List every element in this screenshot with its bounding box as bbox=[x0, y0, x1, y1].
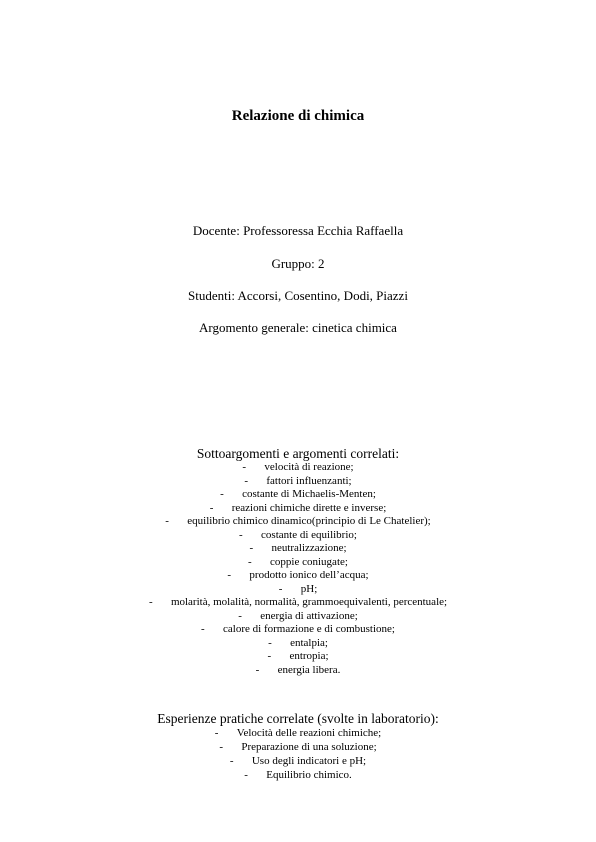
list-item bbox=[0, 623, 596, 637]
list-item-text: coppie coniugate; bbox=[270, 555, 348, 568]
list-item-text: energia di attivazione; bbox=[260, 609, 358, 622]
list-item bbox=[0, 637, 596, 651]
list-item bbox=[0, 556, 596, 570]
list-item-text: Preparazione di una soluzione; bbox=[241, 741, 377, 753]
list-item bbox=[0, 515, 596, 529]
group-line: Gruppo: 2 bbox=[271, 256, 325, 271]
list-item-text: velocità di reazione; bbox=[264, 461, 354, 473]
list-item bbox=[0, 650, 596, 664]
list-item bbox=[0, 596, 596, 610]
list-item bbox=[0, 610, 596, 624]
list-item-text: molarità, molalità, normalità, grammoequivalenti, percentuale; bbox=[170, 596, 448, 608]
subtopics-heading: Sottoargomenti e argomenti correlati: bbox=[196, 446, 400, 461]
list-item bbox=[0, 583, 596, 597]
list-item-text: entropia; bbox=[289, 650, 329, 662]
bullet-dash: - bbox=[209, 501, 214, 514]
list-item-text: reazioni chimiche dirette e inverse; bbox=[231, 501, 387, 514]
bullet-dash: - bbox=[278, 582, 283, 595]
list-item-text: calore di formazione e di combustione; bbox=[223, 623, 395, 635]
teacher-line: Docente: Professoressa Ecchia Raffaella bbox=[192, 223, 404, 238]
bullet-dash: - bbox=[165, 515, 169, 527]
list-item bbox=[0, 740, 596, 754]
experiences-list bbox=[0, 726, 596, 782]
list-item-text: neutralizzazione; bbox=[271, 542, 347, 554]
list-item-text: energia libera. bbox=[277, 663, 341, 676]
list-item bbox=[0, 754, 596, 768]
list-item bbox=[0, 461, 596, 475]
bullet-dash: - bbox=[244, 474, 249, 487]
list-item bbox=[0, 475, 596, 489]
bullet-dash: - bbox=[255, 663, 260, 676]
bullet-dash: - bbox=[219, 741, 223, 753]
list-item-text: equilibrio chimico dinamico(principio di Le Chatelier); bbox=[187, 515, 431, 527]
list-item-text: Uso degli indicatori e pH; bbox=[251, 755, 367, 767]
list-item bbox=[0, 542, 596, 556]
bullet-dash: - bbox=[238, 609, 242, 622]
list-item-text: costante di Michaelis-Menten; bbox=[242, 488, 376, 500]
topic-line: Argomento generale: cinetica chimica bbox=[199, 320, 397, 335]
list-item-text: prodotto ionico dell’acqua; bbox=[249, 569, 369, 581]
bullet-dash: - bbox=[249, 542, 254, 554]
bullet-dash: - bbox=[227, 569, 232, 581]
list-item-text: Velocità delle reazioni chimiche; bbox=[236, 727, 382, 739]
document-title: Relazione di chimica bbox=[231, 108, 365, 124]
bullet-dash: - bbox=[268, 636, 272, 649]
list-item-text: pH; bbox=[300, 582, 318, 595]
list-item-text: entalpia; bbox=[290, 636, 328, 649]
bullet-dash: - bbox=[201, 623, 205, 635]
bullet-dash: - bbox=[244, 769, 248, 781]
list-item bbox=[0, 726, 596, 740]
bullet-dash: - bbox=[229, 755, 234, 767]
experiences-heading: Esperienze pratiche correlate (svolte in laboratorio): bbox=[157, 711, 439, 726]
bullet-dash: - bbox=[148, 596, 153, 608]
bullet-dash: - bbox=[239, 528, 243, 541]
list-item bbox=[0, 569, 596, 583]
bullet-dash: - bbox=[248, 555, 252, 568]
list-item-text: Equilibrio chimico. bbox=[266, 769, 352, 781]
bullet-dash: - bbox=[267, 650, 272, 662]
list-item bbox=[0, 502, 596, 516]
list-item-text: costante di equilibrio; bbox=[261, 528, 357, 541]
list-item bbox=[0, 664, 596, 678]
bullet-dash: - bbox=[242, 461, 247, 473]
list-item bbox=[0, 488, 596, 502]
bullet-dash: - bbox=[220, 488, 224, 500]
subtopics-list bbox=[0, 461, 596, 677]
students-line: Studenti: Accorsi, Cosentino, Dodi, Piazzi bbox=[188, 288, 408, 303]
list-item bbox=[0, 529, 596, 543]
bullet-dash: - bbox=[214, 727, 219, 739]
list-item-text: fattori influenzanti; bbox=[266, 474, 352, 487]
list-item bbox=[0, 768, 596, 782]
